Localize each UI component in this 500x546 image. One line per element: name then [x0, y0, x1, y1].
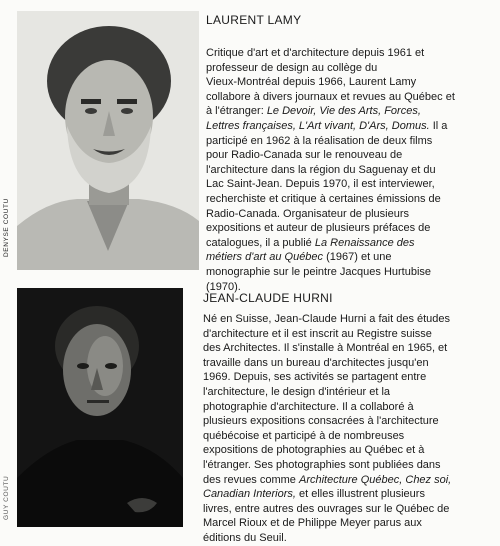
publication-title: Architecture Québec, Chez soi,: [298, 473, 452, 486]
bio-text: l'architecture dans la région du Saguenay et du: [206, 163, 436, 176]
bio-text: Lac Saint-Jean. Depuis 1970, il est interviewer,: [206, 178, 435, 191]
bio-line: [203, 458, 493, 473]
person-name: LAURENT LAMY: [206, 13, 302, 27]
person-name: JEAN-CLAUDE HURNI: [203, 291, 333, 305]
bio-line: [206, 250, 496, 265]
bio-line: [206, 75, 496, 90]
bio-line: [206, 163, 496, 178]
bio-line: [206, 221, 496, 236]
bio-text: recherchiste et critique à certaines émissions de: [206, 192, 441, 205]
bio-line: [203, 312, 493, 327]
bio-text: plusieurs expositions consacrées à l'architecture: [203, 415, 439, 428]
bio-text: Marcel Rioux et de Philippe Meyer parus aux: [203, 517, 422, 530]
bio-line: [203, 516, 493, 531]
bio-line: [206, 61, 496, 76]
bio-text: collabore à divers journaux et revues au Québec et: [206, 90, 455, 103]
bio-line: [203, 385, 493, 400]
bio-text: professeur de design au collège du: [206, 61, 378, 74]
bio-line: [206, 90, 496, 105]
bio-text: catalogues, il a publié: [206, 236, 315, 249]
bio-text: l'étranger. Ses photographies sont publiées dans: [203, 458, 441, 471]
publication-title: Le Devoir, Vie des Arts, Forces,: [266, 105, 421, 118]
bio-text: et elles illustrent plusieurs: [295, 488, 425, 501]
bio-line: [206, 236, 496, 251]
portrait-photo-laurent-lamy: [17, 11, 199, 270]
bio-line: [206, 265, 496, 280]
portrait-photo-jean-claude-hurni: [17, 288, 183, 527]
bio-text: (1967) et une: [323, 251, 392, 264]
bio-text: des Architectes. Il s'installe à Montréal en 1965, et: [203, 342, 448, 355]
bio-text: travaille dans un bureau d'architectes jusqu'en: [203, 356, 429, 369]
bio-text: éditions du Seuil.: [203, 531, 287, 544]
bio-line: [203, 414, 493, 429]
bio-text: (1970).: [206, 280, 241, 293]
bio-line: [206, 119, 496, 134]
photo-credit: GUY COUTU: [3, 475, 10, 520]
bio-text: à l'étranger:: [206, 105, 267, 118]
bio-text: d'architecture et il est inscrit au Registre suisse: [203, 327, 432, 340]
bio-text: 1969. Depuis, ses activités se partagent entre: [203, 371, 427, 384]
bio-text: participé en 1962 à la réalisation de deux films: [206, 134, 433, 147]
bio-line: [206, 207, 496, 222]
bio-line: [206, 148, 496, 163]
biography: [203, 312, 493, 546]
bio-text: québécoise et participé à de nombreuses: [203, 429, 405, 442]
publication-title: Canadian Interiors,: [203, 488, 296, 501]
photo-credit: DENYSE COUTU: [3, 198, 10, 257]
bio-text: des revues comme: [203, 473, 299, 486]
bio-line: [203, 370, 493, 385]
bio-text: Né en Suisse, Jean-Claude Hurni a fait des études: [203, 313, 451, 325]
publication-title: métiers d'art au Québec: [206, 251, 324, 264]
bio-text: expositions et auteur de plusieurs préfaces de: [206, 222, 431, 235]
bio-line: [203, 502, 493, 517]
bio-text: pour Radio-Canada sur le renouveau de: [206, 149, 403, 162]
bio-line: [206, 134, 496, 149]
bio-line: [203, 443, 493, 458]
publication-title: La Renaissance des: [314, 236, 415, 249]
bio-line: [203, 531, 493, 546]
bio-line: [203, 473, 493, 488]
bio-line: [206, 104, 496, 119]
bio-line: [206, 192, 496, 207]
bio-line: [203, 327, 493, 342]
bio-line: [203, 356, 493, 371]
bio-line: [206, 46, 496, 61]
bio-text: l'architecture, le design d'intérieur et la: [203, 385, 391, 398]
bio-line: [203, 341, 493, 356]
bio-text: Il a: [429, 119, 448, 132]
bio-line: [203, 429, 493, 444]
bio-line: [203, 487, 493, 502]
biography: [206, 46, 496, 294]
bio-line: [203, 400, 493, 415]
bio-text: Vieux-Montréal depuis 1966, Laurent Lamy: [206, 76, 417, 89]
bio-text: expositions de photographies au Québec et à: [203, 444, 425, 457]
bio-text: Critique d'art et d'architecture depuis 1961 et: [206, 47, 425, 59]
bio-text: livres, entre autres des ouvrages sur le Québec de: [203, 502, 450, 515]
bio-text: monographie sur le peintre Jacques Hurtubise: [206, 265, 432, 278]
publication-title: Lettres françaises, L'Art vivant, D'Ars, Domus.: [206, 119, 430, 132]
bio-line: [206, 177, 496, 192]
bio-text: photographie d'architecture. Il a collaboré à: [203, 400, 414, 413]
bio-text: Radio-Canada. Organisateur de plusieurs: [206, 207, 410, 220]
